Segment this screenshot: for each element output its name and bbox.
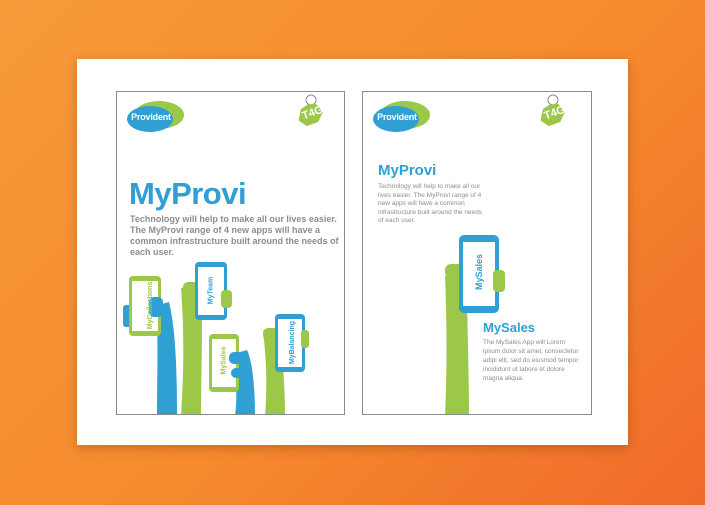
left-intro-text: Technology will help to make all our lives easier. The MyProvi range of 4 new apps will have a common infrastructure built around the needs of each user.	[130, 214, 339, 257]
logo-text: Provident	[131, 112, 171, 122]
left-title: MyProvi	[129, 176, 247, 211]
right-title: MyProvi	[378, 162, 437, 179]
app-label-mysales-right: MySales	[474, 253, 485, 291]
hand-mybalancing	[263, 314, 309, 415]
right-intro-text: Technology will help to make all our lives easier. The MyProvi range of 4 new apps will have a common infrastructure built around the needs of each user.	[378, 183, 483, 224]
logo-text: Provident	[377, 112, 417, 122]
provident-logo-right-text	[371, 102, 423, 132]
provident-logo-left-text	[125, 102, 177, 132]
t4g-badge-text-right: T4G	[542, 103, 567, 123]
hand-mysales	[209, 334, 255, 415]
app-label-myteam: MyTeam	[207, 276, 215, 305]
app-label-mybalancing: MyBalancing	[289, 320, 297, 365]
mysales-heading: MySales	[483, 320, 536, 335]
app-label-mysales: MySales	[220, 346, 228, 375]
app-label-mycollections: MyCollections	[147, 281, 155, 330]
mysales-description: The MySales App will Lorem ipsum dolor sit amet, consectetur adipi elit, sed do eiusmod tempor incididunt ut labore et dolore magna aliqua.	[483, 339, 579, 382]
right-flyer	[362, 91, 592, 415]
t4g-badge-text-left: T4G	[300, 103, 325, 123]
left-flyer	[116, 91, 345, 415]
